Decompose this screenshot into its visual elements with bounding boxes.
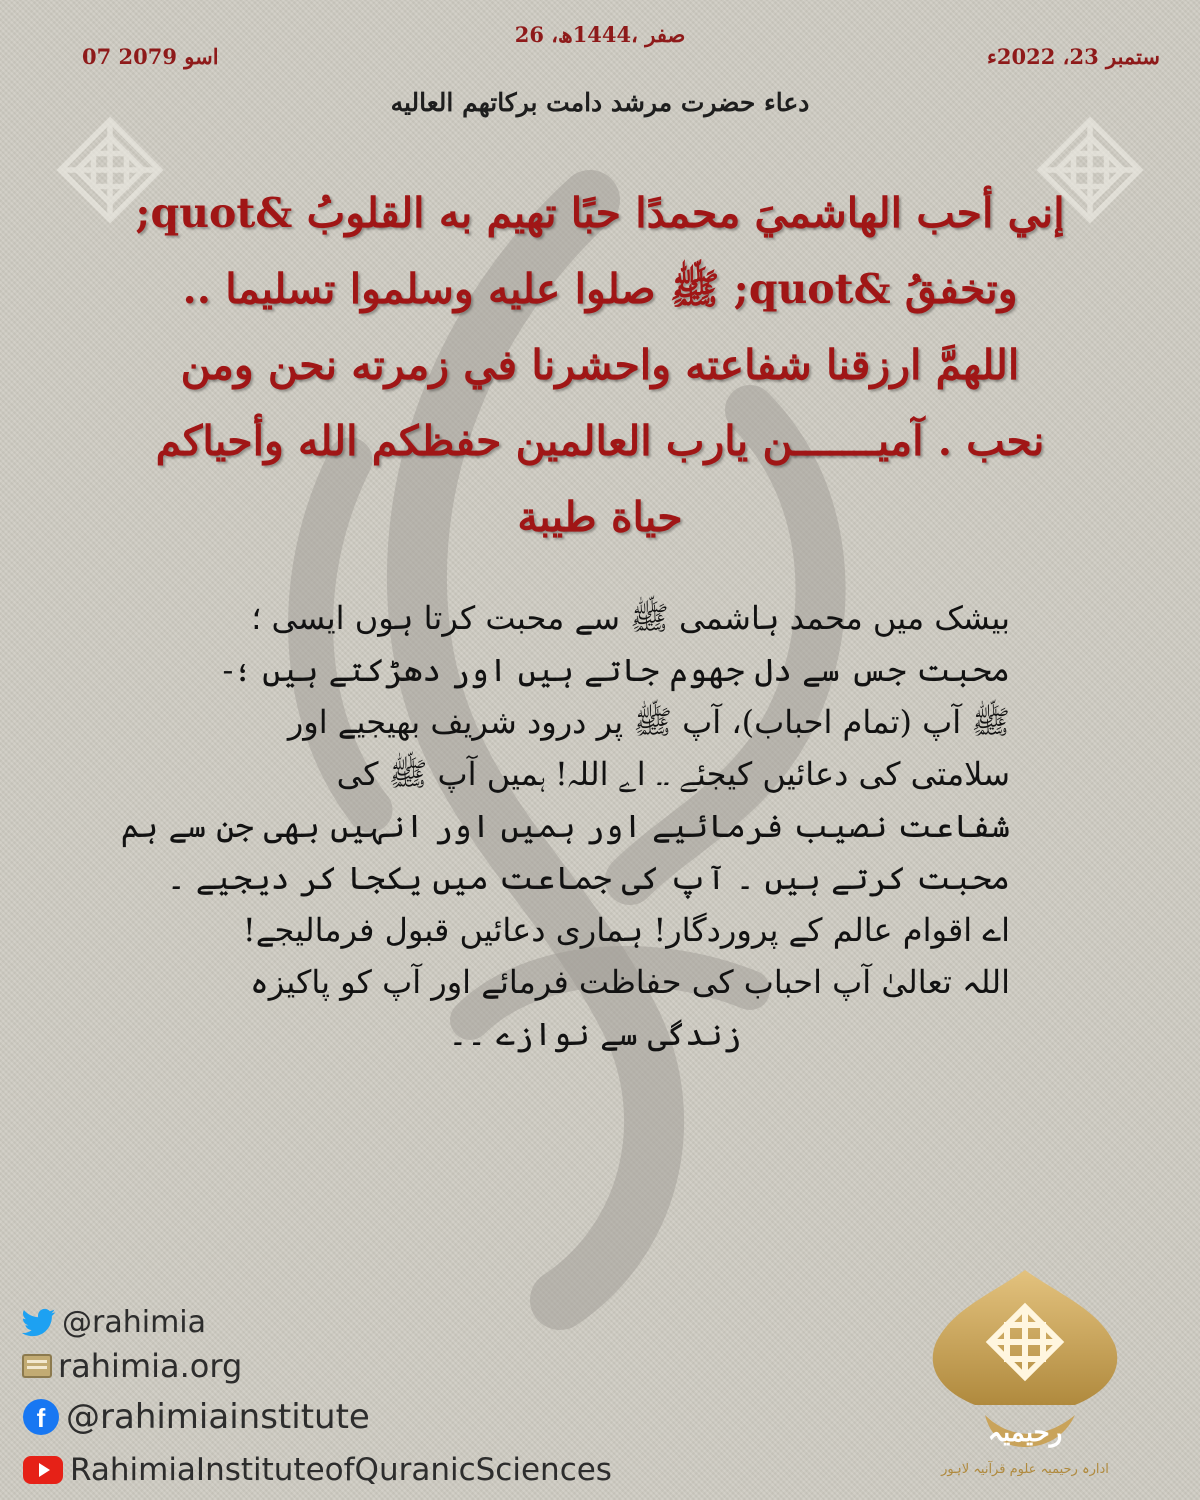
page-heading: دعاء حضرت مرشد دامت برکاتهم العاليه: [390, 88, 810, 117]
urdu-line: شفاعت نصیب فرمائیے اور ہمیں اور انہیں بھی جن سے ہم: [120, 807, 1010, 845]
urdu-translation: [120, 592, 1010, 1060]
rahimia-logo: [915, 1265, 1135, 1485]
arabic-line: وتخفقُ &quot; ﷺ صلوا عليه وسلموا تسليما ..: [182, 265, 1018, 313]
twitter-icon: [22, 1308, 56, 1338]
date-bikram: 07 اسو 2079: [82, 44, 219, 69]
urdu-line: اللہ تعالیٰ آپ احباب کی حفاظت فرمائے اور آپ کو پاکیزہ: [250, 963, 1010, 1001]
arabic-line: حياة طيبة: [517, 493, 683, 541]
arabic-line: نحب . آميـــــــن يارب العالمين حفظكم الله وأحياكم: [155, 417, 1045, 465]
urdu-line: زندگی سے نوازے ۔۔: [448, 1015, 742, 1053]
website-link[interactable]: [22, 1347, 242, 1385]
logo-script: رحیمیہ: [987, 1418, 1063, 1448]
urdu-line: محبت جس سے دل جھوم جاتے ہیں اور دھڑکتے ہیں ؛-: [222, 651, 1010, 689]
urdu-line: اے اقوام عالم کے پروردگار! ہماری دعائیں قبول فرمالیجے!: [242, 911, 1010, 949]
twitter-link[interactable]: [22, 1305, 206, 1340]
urdu-line: بیشک میں محمد ہاشمی ﷺ سے محبت کرتا ہوں ایسی ؛: [251, 599, 1010, 637]
facebook-handle: @rahimiainstitute: [66, 1397, 370, 1437]
arabic-prayer: [110, 175, 1090, 555]
youtube-channel: RahimiaInstituteofQuranicSciences: [70, 1452, 612, 1488]
date-hijri: 26 ،صفر ،1444ھ: [514, 22, 686, 47]
twitter-handle: @rahimia: [62, 1305, 207, 1340]
website-url: rahimia.org: [58, 1347, 243, 1385]
arabic-line: اللهمَّ ارزقنا شفاعته واحشرنا في زمرته نحن ومن: [180, 341, 1020, 389]
urdu-line: محبت کرتے ہیں ۔ آپ کی جماعت میں یکجا کر دیجیے ۔: [166, 859, 1010, 897]
urdu-line: سلامتی کی دعائیں کیجئے ۔۔ اے اللہ! ہمیں آپ ﷺ کی: [336, 755, 1010, 793]
logo-tagline: ادارہ رحیمیہ علوم قرآنیہ لاہور: [941, 1462, 1109, 1477]
urdu-line: ﷺ آپ (تمام احباب)، آپ ﷺ پر درود شریف بھیجیے اور: [287, 703, 1010, 741]
arabic-line: إني أحب الهاشميَ محمدًا حبًا تهيم به القلوبُ &quot;: [135, 189, 1065, 237]
youtube-link[interactable]: [22, 1452, 612, 1488]
date-gregorian: ستمبر 23، 2022ء: [987, 44, 1160, 69]
web-icon: [22, 1353, 52, 1379]
facebook-icon: [22, 1398, 60, 1436]
facebook-link[interactable]: [22, 1397, 370, 1437]
svg-text:f: f: [36, 1403, 46, 1433]
youtube-icon: [22, 1455, 64, 1485]
